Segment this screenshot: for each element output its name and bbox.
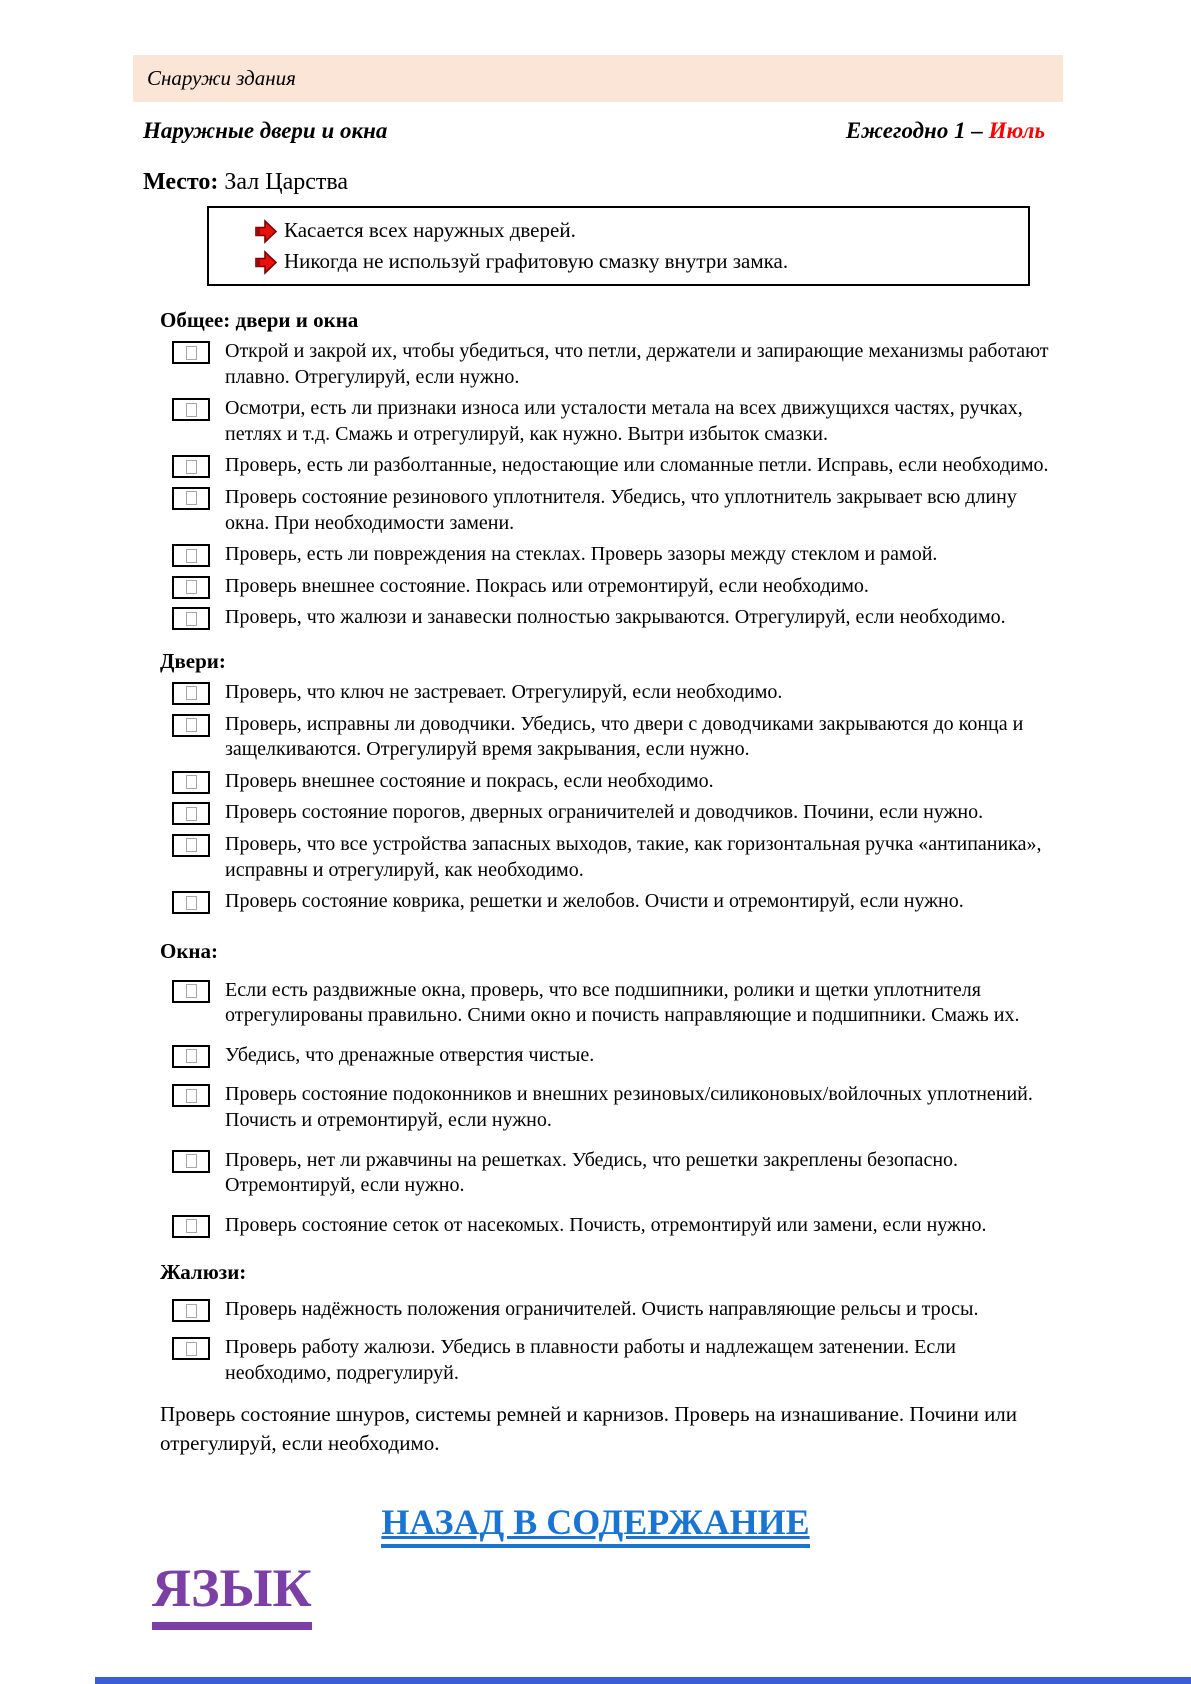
checklist-item-text: Проверь внешнее состояние и покрась, если необходимо. xyxy=(225,769,714,792)
checklist-item xyxy=(172,832,1191,883)
checkbox[interactable] xyxy=(172,834,210,857)
notice-item xyxy=(253,248,1018,276)
location-label: Место: xyxy=(143,169,219,195)
checklist-item-text: Проверь, что все устройства запасных выходов, такие, как горизонтальная ручка «антипаника», исправны и отрегулируй, как необходимо. xyxy=(225,832,1042,881)
checkbox[interactable] xyxy=(172,1150,210,1173)
location-line xyxy=(143,169,1191,196)
checkbox[interactable] xyxy=(172,487,210,510)
checkbox[interactable] xyxy=(172,714,210,737)
checkbox-inner-glyph xyxy=(186,896,197,910)
checklist-section xyxy=(0,649,1191,915)
checkbox-inner-glyph xyxy=(186,1342,197,1356)
checklist-item xyxy=(172,769,1191,795)
section-items xyxy=(0,339,1191,631)
checklist-item-text: Открой и закрой их, чтобы убедиться, что петли, держатели и запирающие механизмы работают плавно. Отрегулируй, если нужно. xyxy=(225,340,1049,388)
checklist-section xyxy=(0,1260,1191,1386)
checkbox-inner-glyph xyxy=(186,403,197,417)
checkbox[interactable] xyxy=(172,802,210,825)
checklist-item-text: Осмотри, есть ли признаки износа или усталости метала на всех движущихся частях, ручках, петлях и т.д. Смажь и отрегулируй, как нужно. Вытри избыток смазки. xyxy=(225,397,1023,445)
checklist-item xyxy=(172,605,1191,631)
checkbox[interactable] xyxy=(172,341,210,364)
checklist-item-text: Проверь состояние резинового уплотнителя. Убедись, что уплотнитель закрывает всю длину окна. При необходимости замени. xyxy=(225,485,1017,534)
checkbox-inner-glyph xyxy=(186,1154,197,1168)
checkbox-inner-glyph xyxy=(186,838,197,852)
checklist-item xyxy=(172,339,1191,390)
checkbox-inner-glyph xyxy=(186,1049,197,1063)
back-link-row xyxy=(0,1501,1191,1548)
checkbox[interactable] xyxy=(172,682,210,705)
checklist-item-text: Проверь, исправны ли доводчики. Убедись, что двери с доводчиками закрываются до конца и защелкиваются. Отрегулируй время закрывания, если нужно. xyxy=(225,712,1024,761)
notice-text: Никогда не используй графитовую смазку внутри замка. xyxy=(284,249,789,273)
checklist-item-text: Проверь состояние коврика, решетки и желобов. Очисти и отремонтируй, если нужно. xyxy=(225,890,964,913)
checklist-item-text: Проверь состояние подоконников и внешних резиновых/силиконовых/войлочных уплотнений. Почисть и отремонтируй, если нужно. xyxy=(225,1083,1033,1132)
checkbox-inner-glyph xyxy=(186,346,197,360)
checklist-item-text: Убедись, что дренажные отверстия чистые. xyxy=(225,1043,595,1066)
checklist-item-text: Проверь состояние порогов, дверных ограничителей и доводчиков. Почини, если нужно. xyxy=(225,801,984,824)
schedule-prefix: Ежегодно 1 – xyxy=(845,118,989,143)
section-heading: Жалюзи: xyxy=(160,1260,247,1285)
checkbox[interactable] xyxy=(172,1215,210,1238)
location-value: Зал Царства xyxy=(224,169,349,195)
checkbox[interactable] xyxy=(172,607,210,630)
checklist-item-text: Проверь состояние сеток от насекомых. Почисть, отремонтируй или замени, если нужно. xyxy=(225,1213,987,1236)
checkbox[interactable] xyxy=(172,398,210,421)
checklist-item xyxy=(172,1335,1191,1386)
checkbox[interactable] xyxy=(172,980,210,1003)
checklist-item xyxy=(172,1082,1191,1133)
checklist-item xyxy=(172,1297,1191,1323)
checklist-section xyxy=(0,939,1191,1239)
language-link[interactable]: ЯЗЫК xyxy=(152,1560,312,1630)
checkbox-inner-glyph xyxy=(186,984,197,998)
checklist-item-text: Проверь внешнее состояние. Покрась или отремонтируй, если необходимо. xyxy=(225,574,869,597)
notice-item xyxy=(253,217,1018,245)
checkbox-inner-glyph xyxy=(186,549,197,563)
checklist-item-text: Проверь, есть ли разболтанные, недостающие или сломанные петли. Исправь, если необходимо. xyxy=(225,454,1049,477)
red-arrow-icon xyxy=(253,218,278,245)
checkbox[interactable] xyxy=(172,1299,210,1322)
notice-text: Касается всех наружных дверей. xyxy=(284,218,576,242)
checkbox[interactable] xyxy=(172,455,210,478)
checklist-item xyxy=(172,978,1191,1029)
section-heading: Окна: xyxy=(160,938,219,963)
checkbox-inner-glyph xyxy=(186,460,197,474)
subtitle-row xyxy=(143,118,1045,144)
red-arrow-icon xyxy=(253,249,278,276)
checkbox[interactable] xyxy=(172,544,210,567)
checklist-item xyxy=(172,396,1191,447)
checkbox[interactable] xyxy=(172,1084,210,1107)
back-to-contents-link[interactable]: НАЗАД В СОДЕРЖАНИЕ xyxy=(381,1501,809,1548)
checkbox-inner-glyph xyxy=(186,491,197,505)
page-subtitle: Наружные двери и окна xyxy=(143,118,388,143)
checkbox[interactable] xyxy=(172,1045,210,1068)
footer-bar xyxy=(95,1677,1191,1684)
section-heading: Двери: xyxy=(160,648,226,673)
checkbox[interactable] xyxy=(172,891,210,914)
section-items xyxy=(0,978,1191,1239)
checklist-item-text: Проверь надёжность положения ограничителей. Очисть направляющие рельсы и тросы. xyxy=(225,1298,979,1321)
section-items xyxy=(0,680,1191,915)
checklist-item xyxy=(172,680,1191,706)
notice-box xyxy=(207,206,1030,286)
checkbox-inner-glyph xyxy=(186,1219,197,1233)
checkbox[interactable] xyxy=(172,576,210,599)
checkbox[interactable] xyxy=(172,771,210,794)
checklist-item xyxy=(172,1213,1191,1239)
checkbox-inner-glyph xyxy=(186,686,197,700)
checklist-item xyxy=(172,889,1191,915)
band-title: Снаружи здания xyxy=(147,66,296,90)
checklist-item xyxy=(172,485,1191,536)
checkbox-inner-glyph xyxy=(186,775,197,789)
checklist-item xyxy=(172,542,1191,568)
section-items xyxy=(0,1297,1191,1386)
checklist-item xyxy=(172,712,1191,763)
checklist-item-text: Проверь, есть ли повреждения на стеклах. Проверь зазоры между стеклом и рамой. xyxy=(225,543,938,566)
checkbox-inner-glyph xyxy=(186,807,197,821)
checkbox-inner-glyph xyxy=(186,1304,197,1318)
checklist-item xyxy=(172,453,1191,479)
checkbox-inner-glyph xyxy=(186,612,197,626)
checklist-item-text: Проверь, нет ли ржавчины на решетках. Убедись, что решетки закреплены безопасно. Отремонтируй, если нужно. xyxy=(225,1148,959,1197)
language-link-row xyxy=(152,1557,1191,1630)
schedule-month: Июль xyxy=(988,118,1045,143)
page-band xyxy=(133,55,1063,102)
checkbox-inner-glyph xyxy=(186,718,197,732)
schedule-label xyxy=(846,118,1045,144)
checklist-item-text: Проверь, что жалюзи и занавески полностью закрываются. Отрегулируй, если необходимо. xyxy=(225,606,1006,629)
checklist-item xyxy=(172,574,1191,600)
checklist-item-text: Если есть раздвижные окна, проверь, что все подшипники, ролики и щетки уплотнителя отрегулированы правильно. Сними окно и почисть направляющие и подшипники. Смажь их. xyxy=(225,978,1020,1027)
section-heading: Общее: двери и окна xyxy=(160,308,359,332)
checklist-item-text: Проверь работу жалюзи. Убедись в плавности работы и надлежащем затенении. Если необходимо, подрегулируй. xyxy=(225,1336,956,1384)
checklist-section xyxy=(0,308,1191,631)
checklist-item xyxy=(172,800,1191,826)
checkbox[interactable] xyxy=(172,1337,210,1360)
checklist xyxy=(0,308,1191,1386)
checklist-item xyxy=(172,1043,1191,1069)
checkbox-inner-glyph xyxy=(186,1089,197,1103)
checkbox-inner-glyph xyxy=(186,580,197,594)
closing-paragraph: Проверь состояние шнуров, системы ремней и карнизов. Проверь на изнашивание. Почини или отрегулируй, если необходимо. xyxy=(160,1402,1018,1455)
checklist-item-text: Проверь, что ключ не застревает. Отрегулируй, если необходимо. xyxy=(225,680,783,703)
checklist-item xyxy=(172,1148,1191,1199)
